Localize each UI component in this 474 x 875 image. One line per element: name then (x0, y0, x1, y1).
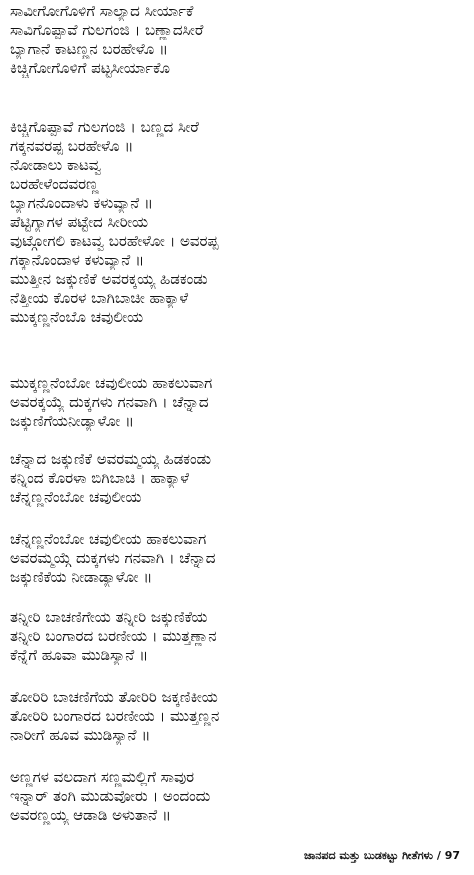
poem-line: ಗಕ್ಕನವರಪ್ಪ ಬರಹೇಳೊ ॥ (10, 137, 134, 155)
poem-line: ಕಿಚ್ಚಿಗೊಪ್ಪಾವೆ ಗುಲಗಂಜಿ । ಬಣ್ಣದ ಸೀರೆ (10, 118, 199, 136)
poem-line: ಬರಹೇಳೆಂದವರಣ್ಣ (10, 175, 99, 193)
poem-line: ವುಟ್ಗೋಗಲಿ ಕಾಟವ್ವ ಬರಹೇಳೋ । ಅವರಪ್ಪ (10, 232, 219, 250)
poem-line: ಮುಕ್ಕಣ್ಣನೆಂಬೊ ಚವುಲೀಯ (10, 308, 144, 326)
poem-line: ತನ್ನೀರಿ ಬಾಚಣಿಗೇಯ ತನ್ನೀರಿ ಜಕ್ಕುಣಿಕೆಯ (10, 608, 208, 626)
poem-line: ಸಾವೀಗೋಗೊಳಿಗೆ ಸಾಲ್ಯಾದ ಸೀರ್ಯಾಕೆ (10, 2, 194, 20)
poem-line: ಅವರಮ್ಮಯ್ಗೆ ದುಕ್ಕಗಳು ಗನವಾಗಿ । ಚೆನ್ನಾದ (10, 549, 216, 567)
poem-line: ನೆತ್ತೀಯ ಕೊರಳ ಬಾಗಿಬಾಚೀ ಹಾಕ್ಯಾಳೆ (10, 289, 189, 307)
poem-line: ಮುಕ್ಕಣ್ಣನೆಂಬೋ ಚವುಲೀಯ ಹಾಕಲುವಾಗ (10, 374, 213, 392)
stanza-3 (10, 374, 464, 431)
poem-line: ಗಕ್ಕಾನೊಂದಾಳ ಕಳುವ್ಯಾನೆ ॥ (10, 251, 145, 269)
stanza-4 (10, 450, 464, 507)
poem-line: ಜಕ್ಕುಣಿಗೆಯನೀಡ್ಯಾಳೋ ॥ (10, 412, 135, 430)
poem-line: ನಾರೀಗೆ ಹೂವ ಮುಡಿಸ್ಯಾನೆ ॥ (10, 726, 151, 744)
poem-line: ಅವರಣ್ಣಯ್ಯ ಆಡಾಡಿ ಅಳುತಾನೆ ॥ (10, 806, 171, 824)
poem-line: ಸಾವಿಗೊಪ್ಪಾವೆ ಗುಲಗಂಜಿ । ಬಣ್ಣಾದಸೀರೆ (10, 21, 204, 39)
poem-line: ಚೆನ್ನಾದ ಜಕ್ಕುಣಿಕೆ ಅವರಮ್ಮಯ್ಯ ಹಿಡಕಂಡು (10, 450, 211, 468)
poem-line: ಅಣ್ಣಗಳ ವಲದಾಗ ಸಣ್ಣಮಲ್ಲಿಗೆ ಸಾವುರ (10, 768, 195, 786)
stanza-6 (10, 608, 464, 665)
poem-line: ತನ್ನೀರಿ ಬಂಗಾರದ ಬರಣೀಯ । ಮುತ್ತಣ್ಣಾನ (10, 627, 217, 645)
poem-line: ಕಿಚ್ಚಿಗೋಗೊಳಿಗೆ ಪಟ್ಟಸೀರ್ಯಾಕೊ (10, 59, 170, 77)
poem-line: ಬ್ಯಾಗನೊಂದಾಳು ಕಳುವ್ಯಾನೆ ॥ (10, 194, 154, 212)
stanza-5 (10, 530, 464, 587)
poem-line: ತೋರಿರಿ ಬಾಚಣಿಗೆಯ ತೋರಿರಿ ಜಕ್ಕಣಿಕೀಯ (10, 688, 218, 706)
poem-line: ಚೆನ್ನಣ್ಣನೆಂಬೋ ಚವುಲೀಯ ಹಾಕಲುವಾಗ (10, 530, 207, 548)
stanza-8 (10, 768, 464, 825)
poem-line: ತೋರಿರಿ ಬಂಗಾರದ ಬರಣೀಯ । ಮುತ್ತಣ್ಣನ (10, 707, 220, 725)
stanza-2 (10, 118, 464, 327)
poem-line: ಅವರಕ್ಕಯ್ಯೆ ದುಕ್ಕಗಳು ಗನವಾಗಿ । ಚೆನ್ನಾದ (10, 393, 209, 411)
page-footer: ಜಾನಪದ ಮತ್ತು ಬುಡಕಟ್ಟು ಗೀತೆಗಳು / 97 (304, 849, 460, 862)
poem-line: ಕೆನ್ನೆಗೆ ಹೂವಾ ಮುಡಿಸ್ಯಾನೆ ॥ (10, 646, 149, 664)
poem-line: ಚೆನ್ನಣ್ಣನೆಂಬೋ ಚವುಲೀಯ (10, 488, 142, 506)
poem-line: ನೋಡಾಲು ಕಾಟವ್ವ (10, 156, 102, 174)
poem-line: ಮುತ್ತೀನ ಜಕ್ಕುಣಿಕೆ ಅವರಕ್ಕಯ್ಯ ಹಿಡಕಂಡು (10, 270, 208, 288)
poem-line: ಜಕ್ಕುಣಿಕೆಯ ನೀಡಾಡ್ಯಾಳೋ ॥ (10, 568, 153, 586)
poem-line: ಪೆಟ್ಟಿಗ್ಯಾಗಳ ಪಟ್ಟೇದ ಸೀರೀಯ (10, 213, 149, 231)
stanza-7 (10, 688, 464, 745)
stanza-1 (10, 2, 464, 78)
poem-line: ಕನ್ನಿಂದ ಕೊರಳಾ ಬಿಗಿಬಾಚಿ । ಹಾಕ್ಯಾಳೆ (10, 469, 189, 487)
poem-line: ಬ್ಯಾಗಾನೆ ಕಾಟಣ್ಣನ ಬರಹೇಳೊ ॥ (10, 40, 169, 58)
poem-line: ಇನ್ನಾರ್ ತಂಗಿ ಮುಡುವೋರು । ಅಂದಂದು (10, 787, 211, 805)
